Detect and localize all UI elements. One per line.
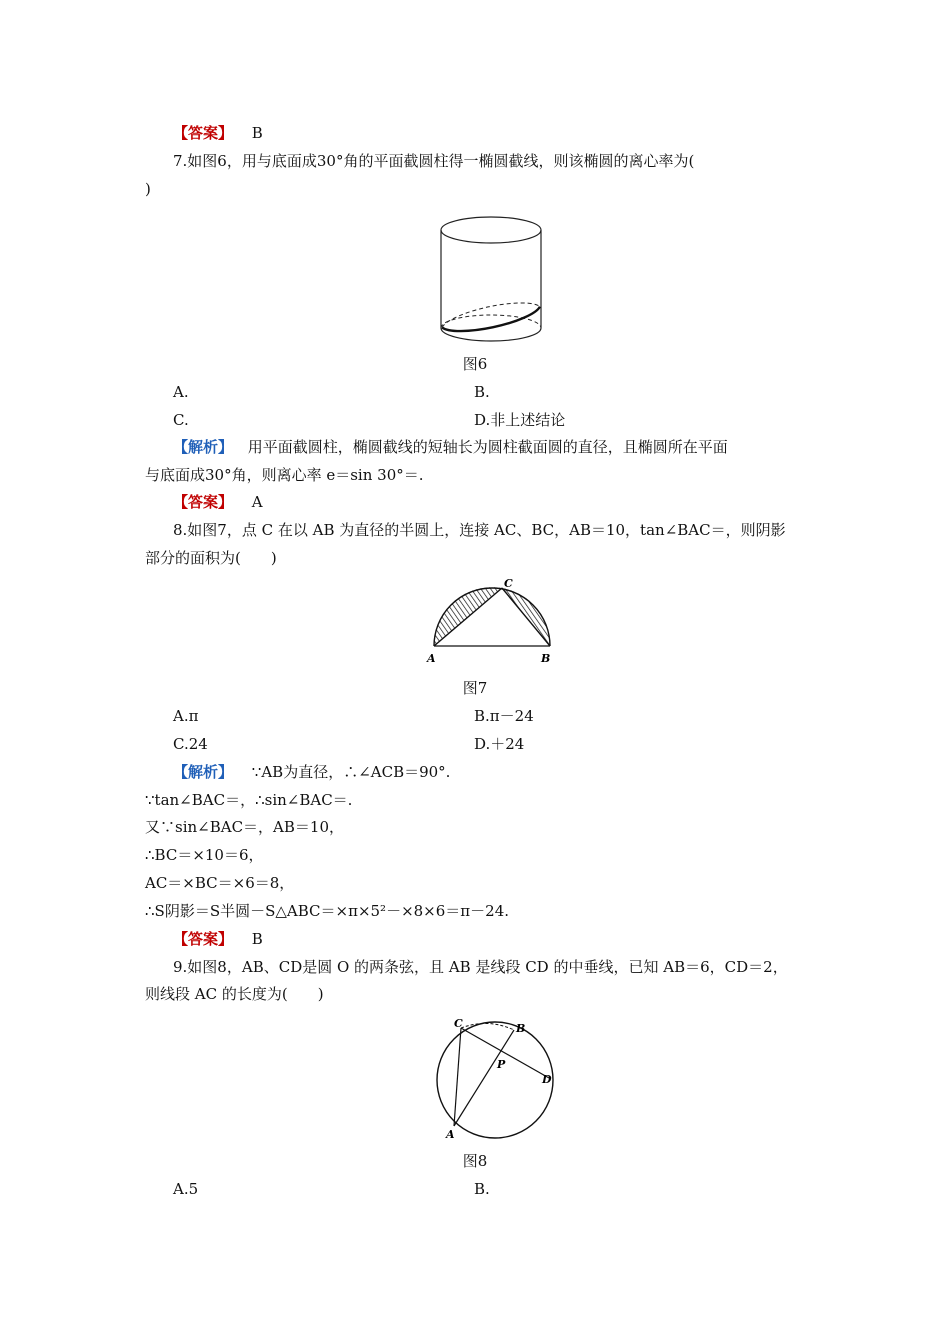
option-b: B.	[474, 383, 490, 401]
answer-value: A	[251, 493, 263, 511]
label-a: A	[427, 652, 436, 665]
answer-value: B	[251, 930, 263, 948]
figure-8-circle	[420, 1014, 570, 1144]
analysis-line: AC＝×BC＝×6＝8，	[145, 874, 295, 892]
label-p: P	[497, 1058, 506, 1071]
label-b: B	[516, 1022, 526, 1035]
analysis-line: ∴BC＝×10＝6，	[145, 846, 264, 864]
q7-stem-cont: )	[145, 180, 151, 198]
q9-stem-cont: 则线段 AC 的长度为( )	[145, 985, 324, 1003]
option-d: D.＋24	[474, 735, 525, 753]
analysis-line: ∴S阴影＝S半圆－S△ABC＝×π×5²－×8×6＝π－24.	[145, 902, 510, 920]
label-d: D	[542, 1073, 552, 1086]
figure-6-caption: 图6	[462, 355, 488, 373]
analysis-tag: 【解析】	[173, 438, 234, 456]
figure-7-semicircle	[424, 578, 560, 666]
q6-answer-row	[173, 123, 263, 143]
option-a: A.π	[173, 707, 199, 725]
q8-answer-row	[173, 929, 263, 949]
q7-analysis	[173, 437, 728, 457]
analysis-text: ∵AB为直径，∴∠ACB＝90°.	[251, 763, 451, 781]
label-a: A	[446, 1128, 455, 1141]
analysis-text: 用平面截圆柱，椭圆截线的短轴长为圆柱截面圆的直径，且椭圆所在平面	[247, 438, 728, 456]
analysis-line: 又∵sin∠BAC＝，AB＝10，	[145, 818, 344, 836]
label-c: C	[504, 578, 513, 590]
q7-answer-row	[173, 492, 263, 512]
figure-8-caption: 图8	[462, 1152, 488, 1170]
option-b: B.	[474, 1180, 490, 1198]
label-b: B	[541, 652, 551, 665]
option-b: B.π－24	[474, 707, 534, 725]
option-a: A.5	[173, 1180, 199, 1198]
answer-tag: 【答案】	[173, 493, 234, 511]
q8-stem: 8.如图7，点 C 在以 AB 为直径的半圆上，连接 AC、BC，AB＝10，tan∠BAC＝，则阴影	[173, 521, 786, 539]
analysis-line: ∵tan∠BAC＝，∴sin∠BAC＝.	[145, 791, 353, 809]
q7-analysis-cont: 与底面成30°角，则离心率 e＝sin 30°＝.	[145, 466, 424, 484]
q8-analysis	[173, 762, 450, 782]
answer-value: B	[251, 124, 263, 142]
option-a: A.	[173, 383, 189, 401]
answer-tag: 【答案】	[173, 930, 234, 948]
label-c: C	[454, 1017, 463, 1030]
q8-stem-cont: 部分的面积为( )	[145, 549, 277, 567]
figure-7-caption: 图7	[462, 679, 488, 697]
q7-options-row1	[173, 382, 189, 402]
option-c: C.24	[173, 735, 208, 753]
q9-stem: 9.如图8，AB、CD是圆 O 的两条弦，且 AB 是线段 CD 的中垂线，已知 AB＝6，CD＝2，	[173, 958, 788, 976]
option-d: D.非上述结论	[474, 411, 566, 429]
answer-tag: 【答案】	[173, 124, 234, 142]
option-c: C.	[173, 411, 189, 429]
analysis-tag: 【解析】	[173, 763, 234, 781]
q7-stem: 7.如图6，用与底面成30°角的平面截圆柱得一椭圆截线，则该椭圆的离心率为(	[173, 152, 695, 170]
figure-6-cylinder	[438, 210, 548, 345]
